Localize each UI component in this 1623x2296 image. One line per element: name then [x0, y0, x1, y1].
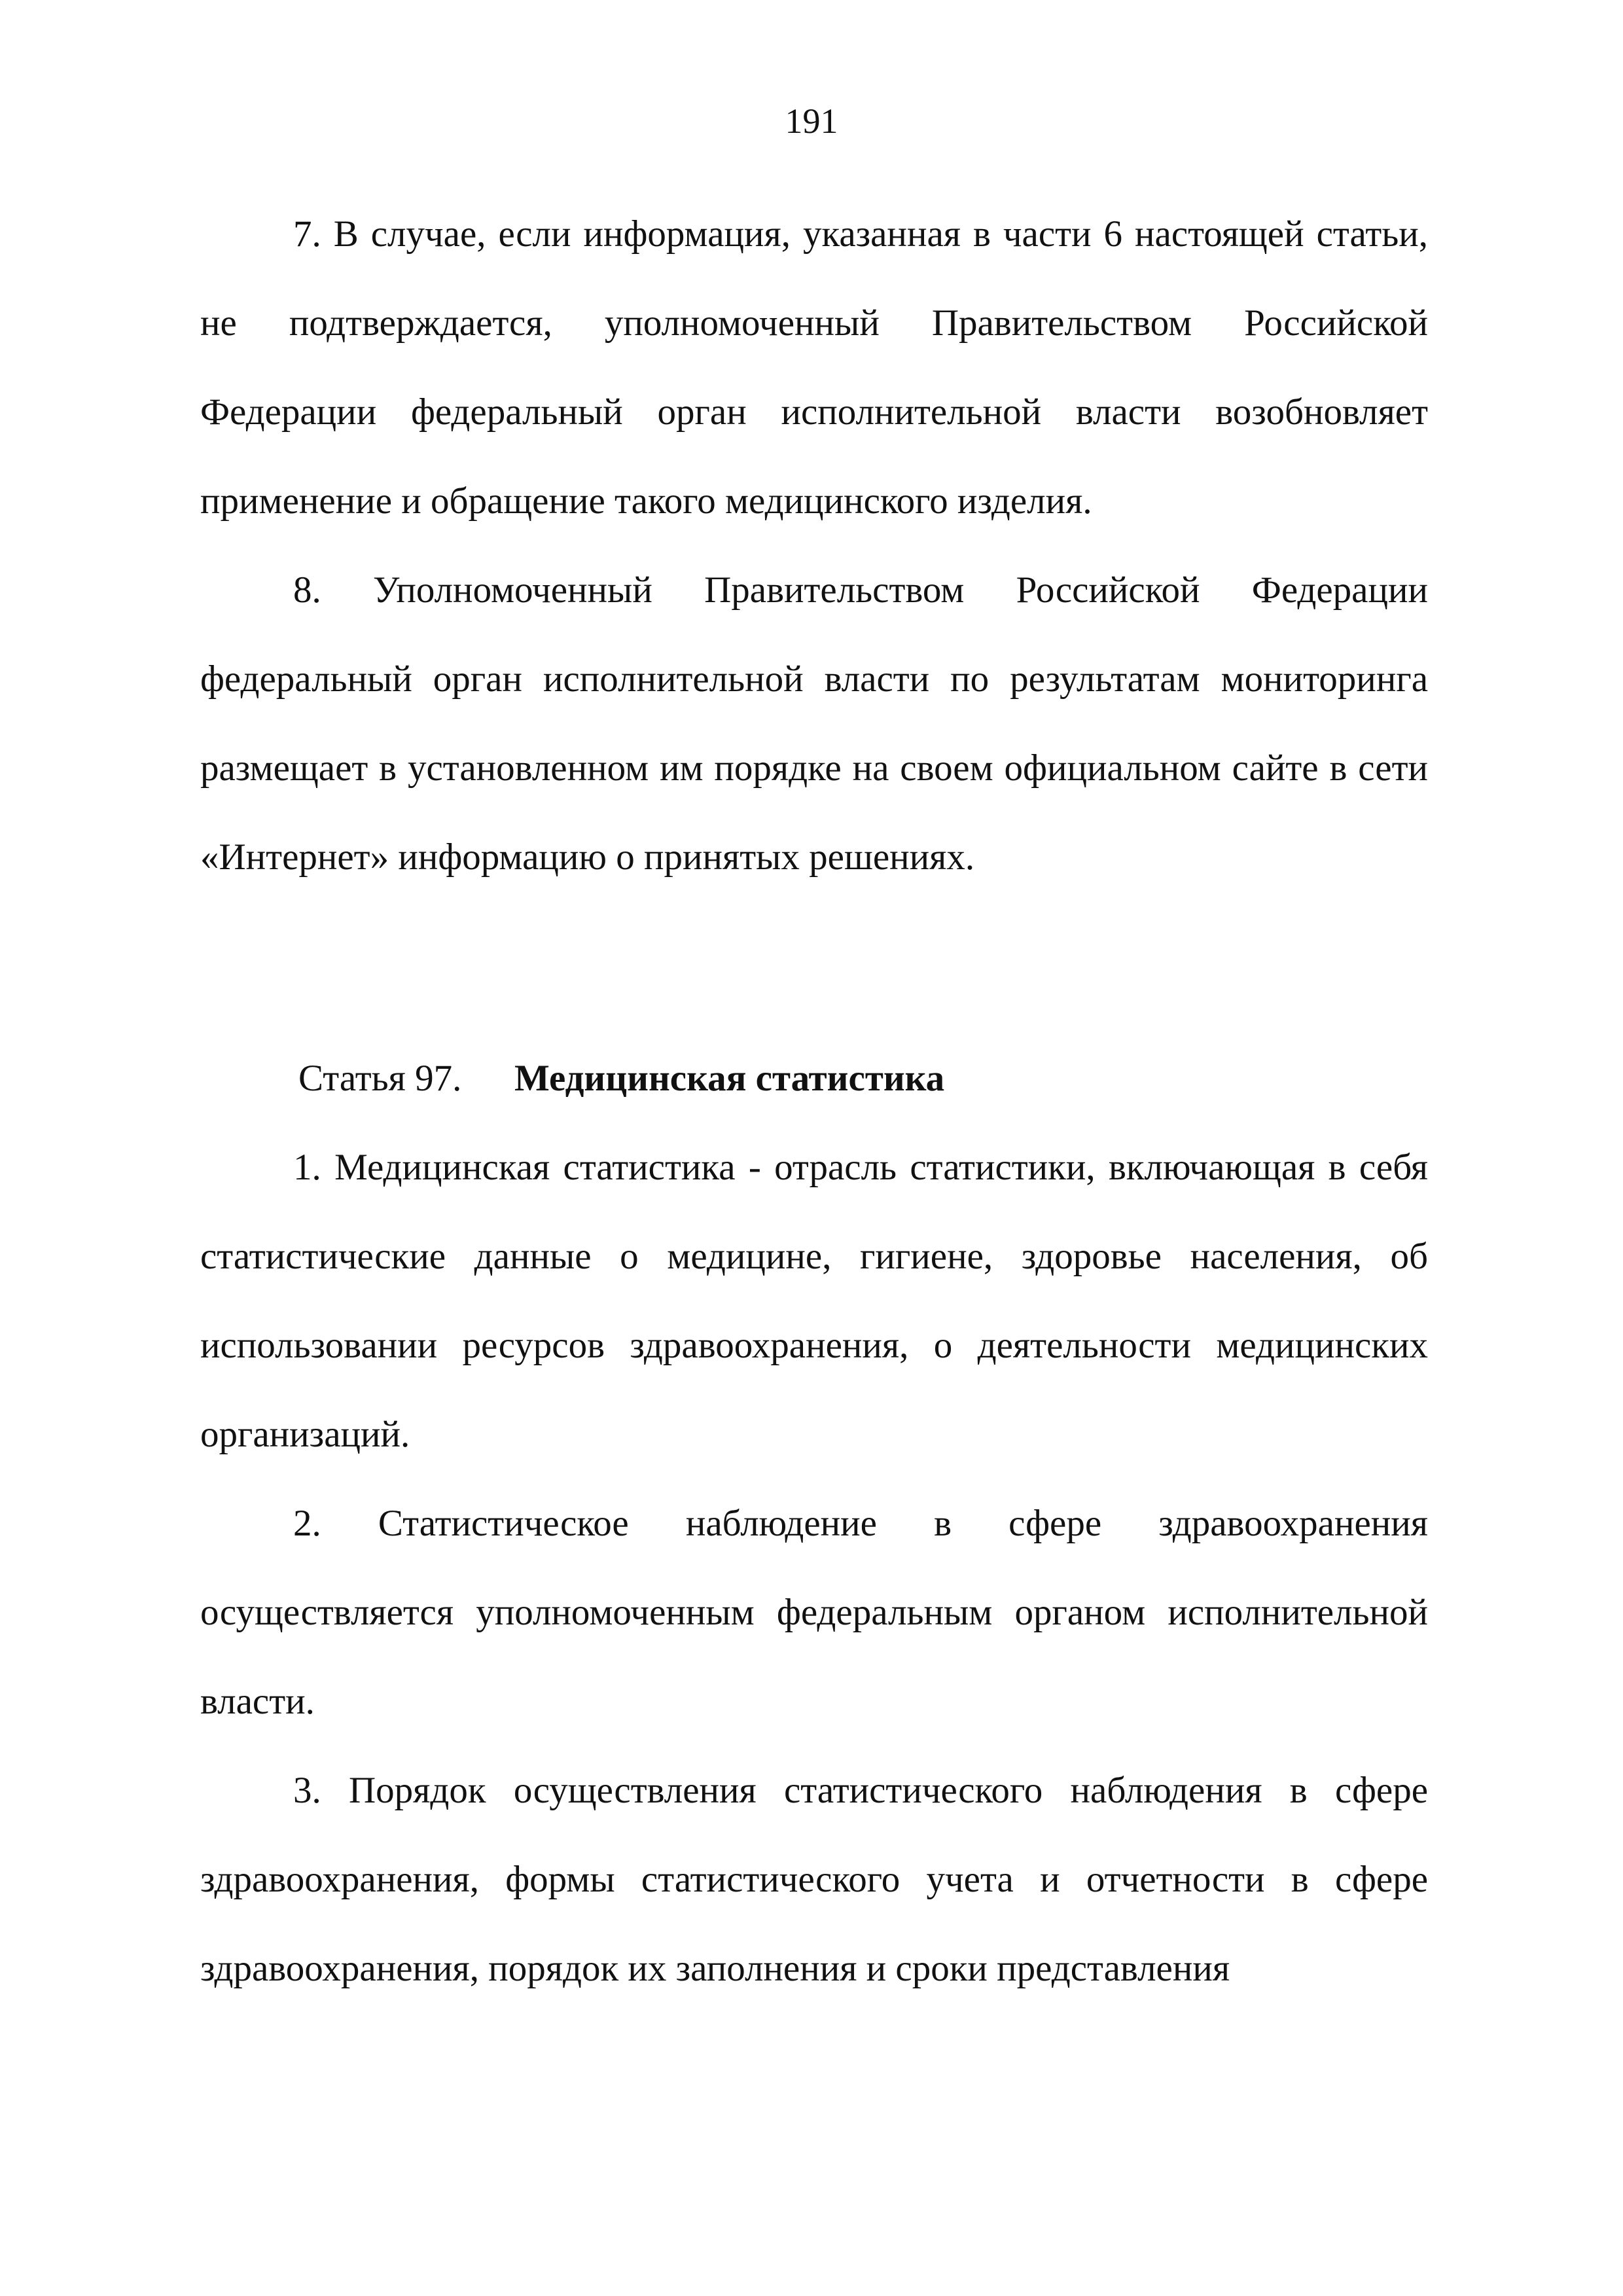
document-body	[200, 190, 1428, 2013]
paragraph-7: 7. В случае, если информация, указанная в части 6 настоящей статьи, не подтверждается, уполномоченный Правительством Российской Федерации федеральный орган исполнительной власти возобновляет применение и обращение такого медицинского изделия.	[200, 213, 1428, 522]
article-number: Статья 97.	[298, 1058, 462, 1099]
paragraph-2: 2. Статистическое наблюдение в сфере здравоохранения осуществляется уполномоченным федеральным органом исполнительной власти.	[200, 1503, 1428, 1722]
paragraph-3: 3. Порядок осуществления статистического наблюдения в сфере здравоохранения, формы статистического учета и отчетности в сфере здравоохранения, порядок их заполнения и сроки представления	[200, 1770, 1428, 1989]
article-heading	[200, 1034, 1428, 1123]
paragraph-1: 1. Медицинская статистика - отрасль статистики, включающая в себя статистические данные о медицине, гигиене, здоровье населения, об использовании ресурсов здравоохранения, о деятельности медицинских организаций.	[200, 1147, 1428, 1455]
page-number: 191	[785, 101, 838, 141]
article-title: Медицинская статистика	[514, 1058, 945, 1099]
paragraph-8: 8. Уполномоченный Правительством Российской Федерации федеральный орган исполнительной власти по результатам мониторинга размещает в установленном им порядке на своем официальном сайте в сети «Интернет» информацию о принятых решениях.	[200, 569, 1428, 878]
